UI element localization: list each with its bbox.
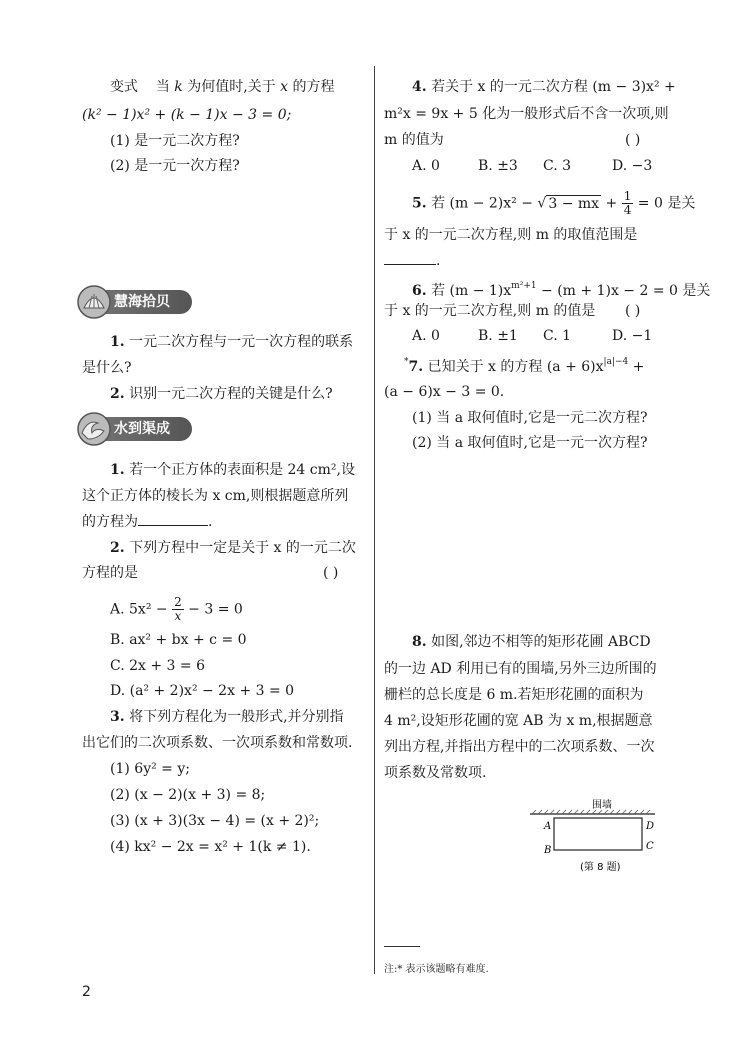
q7-post: +	[628, 359, 645, 375]
variant-line1	[110, 77, 334, 97]
ex-q1-line1	[110, 460, 355, 480]
q7-exponent: |a|−4	[603, 357, 629, 367]
difficulty-star-icon: *	[404, 357, 409, 367]
variant-text-a: 当	[155, 79, 170, 95]
ex-q3-text1: 将下列方程化为一般形式,并分别指	[129, 709, 344, 725]
ex-q2-option-a[interactable]	[110, 596, 243, 623]
q5-post: = 0 是关	[637, 195, 696, 212]
q6-option-b[interactable]: B. ±1	[478, 328, 518, 344]
q5-line3	[384, 251, 440, 271]
sqrt-icon: √	[537, 195, 547, 212]
ex-q3-item3: (3) (x + 3)(3x − 4) = (x + 2)²;	[110, 813, 320, 829]
q5-fraction-num: 1	[623, 189, 632, 203]
q5-line1	[412, 190, 695, 217]
section-badge-huihai	[82, 290, 192, 314]
page-number: 2	[82, 984, 91, 1000]
q6-line1	[412, 276, 710, 301]
q6-option-d[interactable]: D. −1	[612, 328, 653, 344]
q5-line2: 于 x 的一元二次方程,则 m 的取值范围是	[384, 227, 638, 243]
q5-number: 5.	[412, 195, 427, 212]
option-a-fraction	[172, 596, 184, 623]
option-a-pre: A. 5x² −	[110, 601, 168, 618]
footnote-rule	[384, 946, 420, 947]
ex-q3-item1: (1) 6y² = y;	[110, 761, 190, 777]
ex-q2-line2: 方程的是	[82, 565, 138, 581]
q7-pre: 已知关于 x 的方程 (a + 6)x	[427, 359, 604, 375]
section-title-shuidao: 水到渠成	[114, 421, 170, 437]
ex-q1-line2: 这个正方体的棱长为 x cm,则根据题意所列	[82, 488, 349, 504]
ex-q1-text1: 若一个正方体的表面积是 24 cm²,设	[129, 462, 355, 478]
ex-q2-option-c[interactable]: C. 2x + 3 = 6	[110, 658, 205, 674]
reflect-q2-number: 2.	[110, 386, 125, 402]
q7-item1: (1) 当 a 取何值时,它是一元二次方程?	[412, 410, 648, 426]
reflect-q2-text: 识别一元二次方程的关键是什么?	[129, 386, 333, 402]
q5-fraction	[622, 190, 634, 217]
q8-number: 8.	[412, 634, 427, 650]
reflect-q1-line1	[110, 332, 353, 352]
q4-line1	[412, 77, 676, 97]
variant-q2: (2) 是一元一次方程?	[110, 158, 240, 174]
q5-end: .	[436, 253, 441, 269]
garden-rectangle	[554, 818, 642, 850]
q8-line5: 列出方程,并指出方程中的二次项系数、一次	[384, 739, 655, 755]
q8-line2: 的一边 AD 利用已有的围墙,另外三边所围的	[384, 661, 657, 677]
q5-sqrt: 3 − mx	[548, 195, 600, 212]
q5-blank[interactable]	[384, 264, 436, 265]
ex-q3-number: 3.	[110, 709, 125, 725]
q6-number: 6.	[412, 283, 427, 299]
q4-option-b[interactable]: B. ±3	[478, 158, 518, 174]
q4-answer-paren[interactable]: ( )	[625, 132, 641, 148]
wave-icon	[76, 411, 112, 447]
variant-equation: (k² − 1)x² + (k − 1)x − 3 = 0;	[82, 107, 292, 123]
q8-line1	[412, 632, 651, 652]
ex-q2-option-d[interactable]: D. (a² + 2)x² − 2x + 3 = 0	[110, 683, 295, 699]
figure-caption: (第 8 题)	[580, 862, 621, 873]
variant-text-c: 的方程	[292, 79, 335, 95]
ex-q2-text1: 下列方程中一定是关于 x 的一元二次	[129, 540, 356, 556]
column-divider	[374, 66, 375, 974]
ex-q1-blank[interactable]	[138, 525, 208, 526]
ex-q1-number: 1.	[110, 462, 125, 478]
reflect-q1-text: 一元二次方程与一元一次方程的联系	[129, 334, 354, 350]
label-d: D	[646, 821, 655, 832]
q4-text1: 若关于 x 的一元二次方程 (m − 3)x² +	[431, 79, 676, 95]
ex-q3-item2: (2) (x − 2)(x + 3) = 8;	[110, 787, 266, 803]
q6-option-a[interactable]: A. 0	[412, 328, 440, 344]
q7-line1	[404, 352, 644, 377]
q4-line2: m²x = 9x + 5 化为一般形式后不含一次项,则	[384, 106, 669, 122]
option-a-fraction-num: 2	[174, 595, 182, 609]
option-a-post: − 3 = 0	[188, 601, 243, 618]
variant-var-k: k	[174, 79, 183, 95]
q6-answer-paren[interactable]: ( )	[625, 303, 641, 319]
q4-number: 4.	[412, 79, 427, 95]
q6-line2: 于 x 的一元二次方程,则 m 的值是	[384, 303, 596, 319]
ex-q3-item4: (4) kx² − 2x = x² + 1(k ≠ 1).	[110, 839, 311, 855]
q7-line2: (a − 6)x − 3 = 0.	[384, 384, 505, 400]
q4-option-d[interactable]: D. −3	[612, 158, 653, 174]
reflect-q1-number: 1.	[110, 334, 125, 350]
ex-q2-number: 2.	[110, 540, 125, 556]
q5-fraction-den: 4	[623, 203, 632, 217]
q8-line3: 栅栏的总长度是 6 m.若矩形花圃的面积为	[384, 687, 644, 703]
section-badge-shuidao	[82, 417, 192, 441]
label-b: B	[544, 845, 552, 856]
q5-pre: 若 (m − 2)x² −	[431, 195, 533, 212]
q8-text1: 如图,邻边不相等的矩形花圃 ABCD	[431, 634, 651, 650]
q5-plus: +	[605, 195, 618, 212]
q8-line4: 4 m²,设矩形花圃的宽 AB 为 x m,根据题意	[384, 713, 653, 729]
garden-figure	[530, 796, 670, 878]
q7-number: 7.	[408, 359, 424, 375]
q6-pre: 若 (m − 1)x	[431, 283, 512, 299]
variant-label: 变式	[110, 79, 138, 95]
wall-label: 围墙	[592, 800, 612, 811]
shell-icon	[76, 284, 112, 320]
ex-q2-line1	[110, 538, 356, 558]
variant-text-b: 为何值时,关于	[187, 79, 276, 95]
q4-option-a[interactable]: A. 0	[412, 158, 440, 174]
option-a-fraction-den: x	[174, 609, 182, 623]
q7-item2: (2) 当 a 取何值时,它是一元一次方程?	[412, 435, 648, 451]
q6-option-c[interactable]: C. 1	[543, 328, 572, 344]
label-c: C	[646, 841, 654, 852]
q6-exponent: m²+1	[511, 281, 537, 291]
variant-var-x: x	[280, 79, 289, 95]
q4-option-c[interactable]: C. 3	[543, 158, 572, 174]
q8-line6: 项系数及常数项.	[384, 765, 487, 781]
variant-q1: (1) 是一元二次方程?	[110, 133, 240, 149]
ex-q2-option-b[interactable]: B. ax² + bx + c = 0	[110, 632, 247, 648]
ex-q3-line2: 出它们的二次项系数、一次项系数和常数项.	[82, 735, 353, 751]
label-a: A	[544, 821, 552, 832]
ex-q3-line1	[110, 707, 344, 727]
q4-line3: m 的值为	[384, 132, 444, 148]
reflect-q2	[110, 384, 333, 404]
ex-q1-text3: 的方程为	[82, 514, 138, 530]
ex-q1-line3: 的方程为 .	[82, 514, 213, 530]
reflect-q1-line2: 是什么?	[82, 360, 132, 376]
footnote: 注:* 表示该题略有难度.	[384, 964, 489, 975]
ex-q2-answer-paren[interactable]: ( )	[323, 565, 339, 581]
section-title-huihai: 慧海拾贝	[114, 294, 170, 310]
q6-post: − (m + 1)x − 2 = 0 是关	[536, 283, 711, 299]
